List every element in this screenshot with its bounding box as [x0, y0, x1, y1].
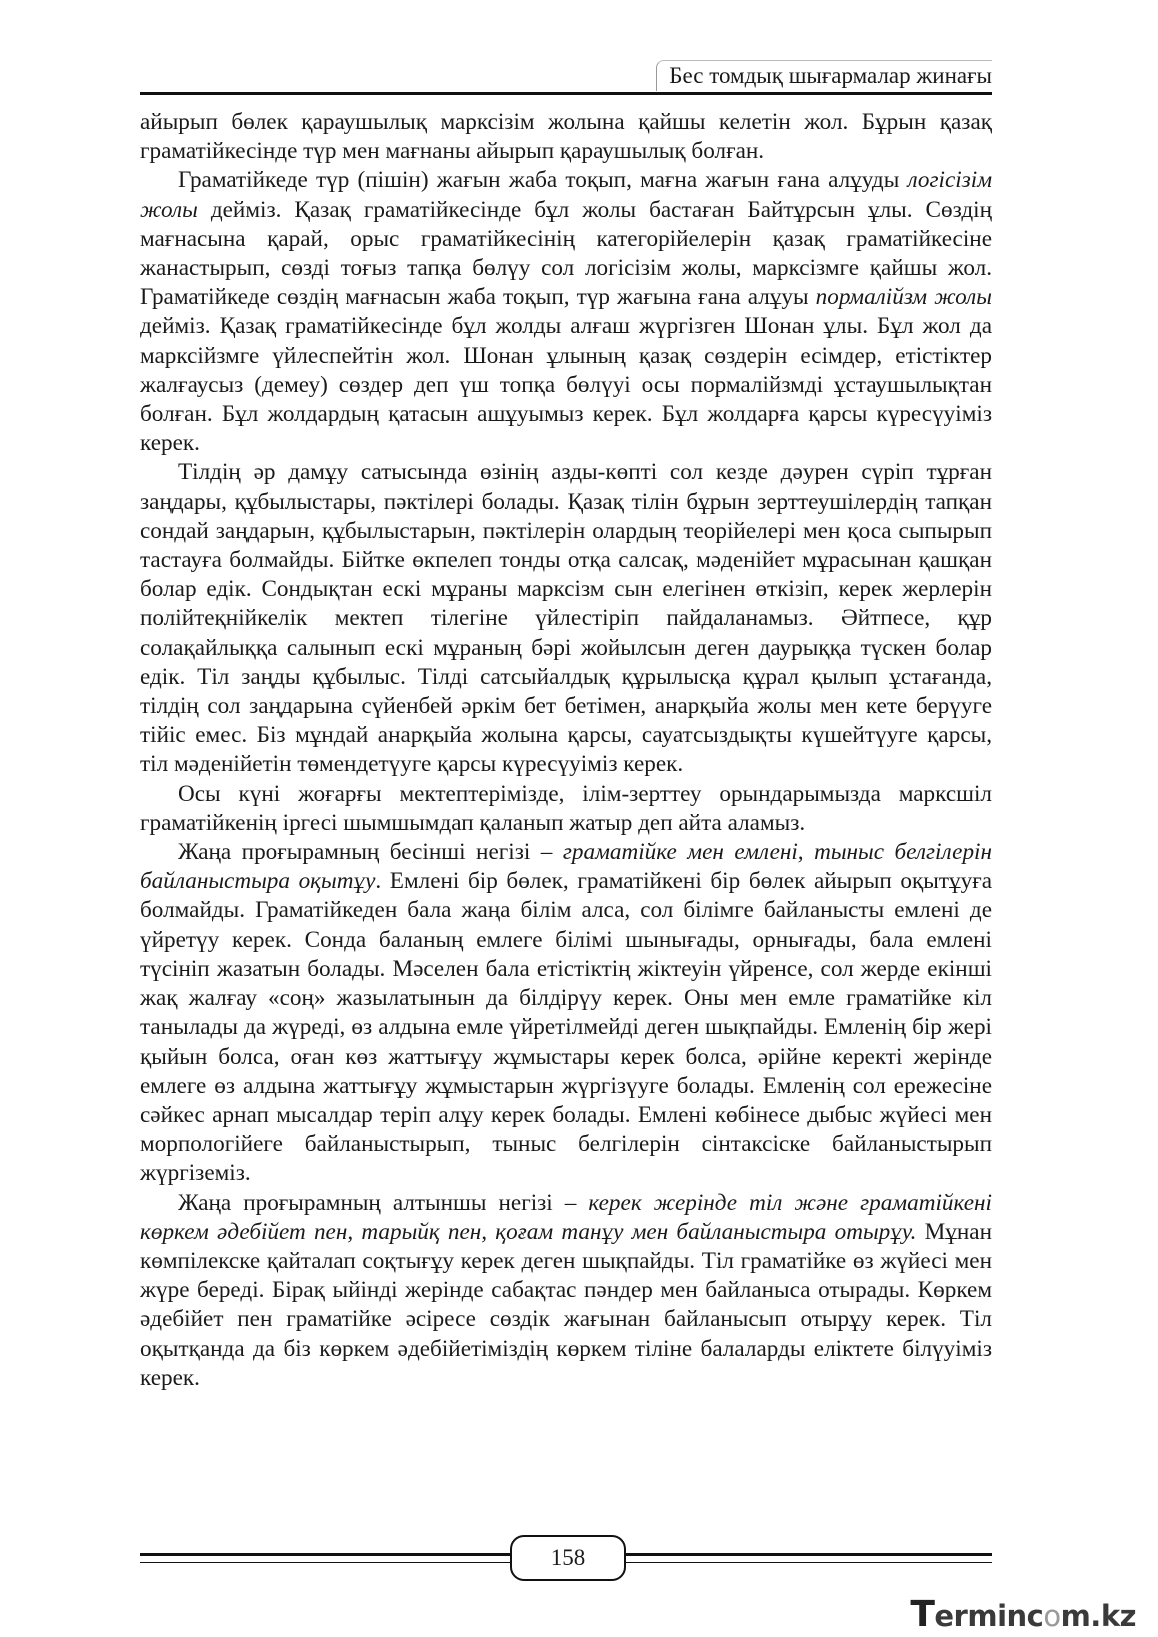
watermark-part1: T	[910, 1594, 935, 1635]
text-run: дейміз. Қазақ граматійкесінде бұл жолы бастаған Байтұрсын ұлы. Сөздің мағнасына қарай, орыс граматійкесінің категорійелерін қазақ граматійкесіне жанастырып, сөзді тоғыз тапқа бөлүу сол логісізім жолы, марксізмге қайшы жол. Граматійкеде сөздің мағнасын жаба тоқып, түр жағына ғана алұуы	[140, 196, 992, 311]
running-header	[140, 54, 992, 94]
watermark-part4: m.kz	[1060, 1599, 1136, 1633]
footer-rule-right	[622, 1553, 992, 1563]
text-run: Мұнан көмпілекске қайталап соқтығұу керек деген шықпайды. Тіл граматійке өз жүйесі мен жүре береді. Бірақ ыйінді жерінде сабақтас пәндер мен байланыса отырады. Көркем әдебійет пен граматійке әсіресе сөздік жағынан байланысып отырұу керек. Тіл оқытқанда да біз көркем әдебійетіміздің көркем тіліне балаларды еліктете білүуіміз керек.	[140, 1218, 992, 1391]
text-run: . Емлені бір бөлек, граматійкені бір бөлек айырып оқытұуға болмайды. Граматійкеден бала жаңа білім алса, сол білімге байланысты емлені де үйретүу керек. Сонда баланың емлеге білімі шынығады, орнығады, бала емлені түсініп жазатын болады. Мәселен бала етістіктің жіктеуін үйренсе, сол жерде екінші жақ жалғау «соң» жазылатынын да білдірүу керек. Оны мен емле граматійке кіл танылады да жүреді, өз алдына емле үйретілмейді деген шықпайды. Емленің бір жері қыйын болса, оған көз жаттығұу жұмыстары керек болса, әрійне керекті жерінде емлеге өз алдына жаттығұу жұмыстарын жүргізүуге болады. Емленің сол ережесіне сәйкес арнап мысалдар теріп алұу керек болады. Емлені көбінесе дыбыс жүйесі мен морпологійеге байланыстырып, тыныс белгілерін сінтаксіске байланыстырып жүргіземіз.	[140, 868, 992, 1187]
text-run: Жаңа проғырамның бесінші негізі –	[178, 839, 563, 866]
watermark-part3: o	[1043, 1599, 1061, 1633]
header-title: Бес томдық шығармалар жинағы	[656, 60, 992, 91]
watermark-logo	[910, 1594, 1136, 1635]
paragraph	[140, 108, 992, 166]
text-run: Тілдің әр дамұу сатысында өзінің азды-көпті сол кезде дәурен сүріп тұрған заңдары, құбылыстары, пәктілері болады. Қазақ тілін бұрын зерттеушілердің тапқан сондай заңдарын, құбылыстарын, пәктілерін олардың теорійелері мен қоса сыпырып тастауға болмайды. Бійтке өкпелеп тонды отқа салсақ, мәденійет мұрасынан қашқан болар едік. Сондықтан ескі мұраны марксізм сын елегінен өткізіп, керек жерлерін полійтеқнійкелік мектеп тілегіне үйлестіріп пайдаланамыз. Әйтпесе, құр солақайлыққа салынып ескі мұраның бәрі жойылсын деген даурыққа түскен болар едік. Тіл заңды құбылыс. Тілді сатсыйалдық құрылысқа құрал қылып ұстағанда, тілдің сол заңдарына сүйенбей әркім бет бетімен, анарқыйа жолы мен кете берүуге тійіс емес. Біз мұндай анарқыйа жолына қарсы, сауатсыздықты күшейтүуге қарсы, тіл мәденійетін төмендетүуге қарсы күресүуіміз керек.	[140, 459, 992, 778]
paragraph	[140, 1189, 992, 1393]
paragraph	[140, 838, 992, 1188]
paragraph	[140, 166, 992, 458]
italic-term: пормалійзм жолы	[815, 284, 992, 311]
text-run: Жаңа проғырамның алтыншы негізі –	[178, 1189, 589, 1216]
text-run: Граматійкеде түр (пішін) жағын жаба тоқып, мағна жағын ғана алұуды	[178, 167, 908, 194]
header-rule	[140, 92, 992, 95]
text-run: айырып бөлек қараушылық марксізім жолына қайшы келетін жол. Бұрын қазақ граматійкесінде түр мен мағнаны айырып қараушылық болған.	[140, 109, 992, 165]
text-run: дейміз. Қазақ граматійкесінде бұл жолды алғаш жүргізген Шонан ұлы. Бұл жол да марксійзмге үйлеспейтін жол. Шонан ұлының қазақ сөздерін есімдер, етістіктер жалғаусыз (демеу) сөздер деп үш топқа бөлүуі осы пормалійзмді ұстаушылықтан болған. Бұл жолдардың қатасын ашұуымыз керек. Бұл жолдарға қарсы күресүуіміз керек.	[140, 313, 992, 457]
paragraph	[140, 780, 992, 838]
italic-term: керек жерінде тіл және граматійкені көркем әдебійет пен, тарыйқ пен, қоғам танұу мен байланыстыра отырұу.	[140, 1189, 992, 1245]
footer-rule-left	[140, 1553, 510, 1563]
watermark-part2: erminc	[934, 1599, 1044, 1633]
page-number: 158	[510, 1535, 626, 1581]
page-footer	[140, 1533, 992, 1583]
italic-term: логісізім жолы	[140, 167, 992, 223]
text-run: Осы күні жоғарғы мектептерімізде, ілім-зерттеу орындарымызда марксшіл граматійкенің іргесі шымшымдап қаланып жатыр деп айта аламыз.	[140, 780, 992, 836]
italic-term: граматійке мен емлені, тыныс белгілерін байланыстыра оқытұу	[140, 839, 992, 895]
body-text	[140, 108, 992, 1393]
paragraph	[140, 458, 992, 779]
